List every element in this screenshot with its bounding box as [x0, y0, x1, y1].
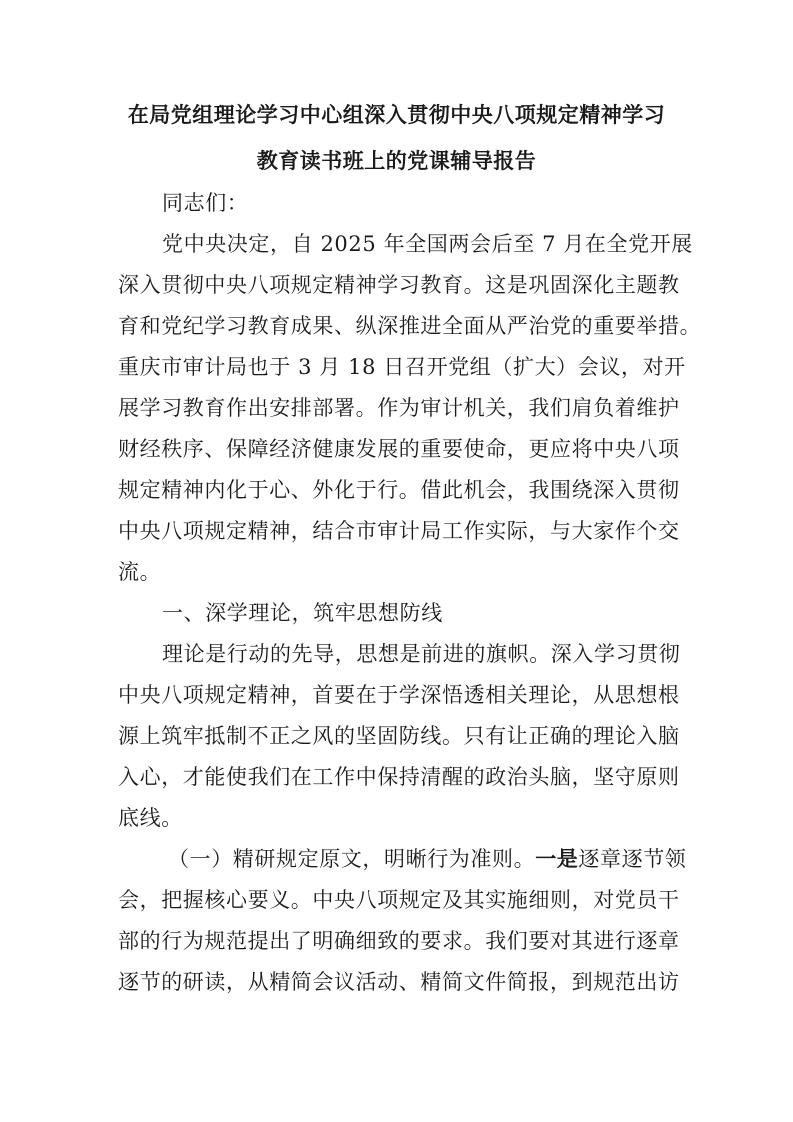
paragraph-line: 财经秩序、保障经济健康发展的重要使命，更应将中央八项 [118, 437, 680, 461]
paragraph-text: 逐章逐节领 [578, 847, 687, 871]
paragraph-line: 展学习教育作出安排部署。作为审计机关，我们肩负着维护 [118, 396, 680, 420]
paragraph-line: 深入贯彻中央八项规定精神学习教育。这是巩固深化主题教 [118, 273, 680, 297]
section-heading: 一、深学理论，筑牢思想防线 [162, 601, 443, 625]
paragraph-line: 逐节的研读，从精简会议活动、精简文件简报，到规范出访 [118, 970, 680, 994]
paragraph-line: 流。 [118, 560, 162, 584]
paragraph-line: 规定精神内化于心、外化于行。借此机会，我围绕深入贯彻 [118, 478, 680, 502]
paragraph-line: 育和党纪学习教育成果、纵深推进全面从严治党的重要举措。 [118, 314, 702, 338]
paragraph-line: 源上筑牢抵制不正之风的坚固防线。只有让正确的理论入脑 [118, 724, 680, 748]
paragraph-line: 党中央决定，自 2025 年全国两会后至 7 月在全党开展 [162, 232, 693, 256]
subsection-heading: （一）精研规定原文，明晰行为准则。 [168, 847, 536, 871]
subsection-paragraph-first-line [168, 844, 686, 874]
document-title-line-2: 教育读书班上的党课辅导报告 [256, 148, 537, 173]
paragraph-line: 中央八项规定精神，首要在于学深悟透相关理论，从思想根 [118, 683, 680, 707]
paragraph-line: 底线。 [118, 806, 183, 830]
point-marker: 一是 [535, 846, 579, 871]
paragraph-line: 理论是行动的先导，思想是前进的旗帜。深入学习贯彻 [162, 642, 681, 666]
paragraph-line: 重庆市审计局也于 3 月 18 日召开党组（扩大）会议，对开 [118, 355, 686, 379]
paragraph-line: 入心，才能使我们在工作中保持清醒的政治头脑，坚守原则 [118, 765, 680, 789]
salutation: 同志们： [162, 191, 249, 215]
document-title-line-1: 在局党组理论学习中心组深入贯彻中央八项规定精神学习 [127, 102, 666, 127]
paragraph-line: 部的行为规范提出了明确细致的要求。我们要对其进行逐章 [118, 929, 680, 953]
paragraph-line: 会，把握核心要义。中央八项规定及其实施细则，对党员干 [118, 888, 680, 912]
paragraph-line: 中央八项规定精神，结合市审计局工作实际，与大家作个交 [118, 519, 680, 543]
